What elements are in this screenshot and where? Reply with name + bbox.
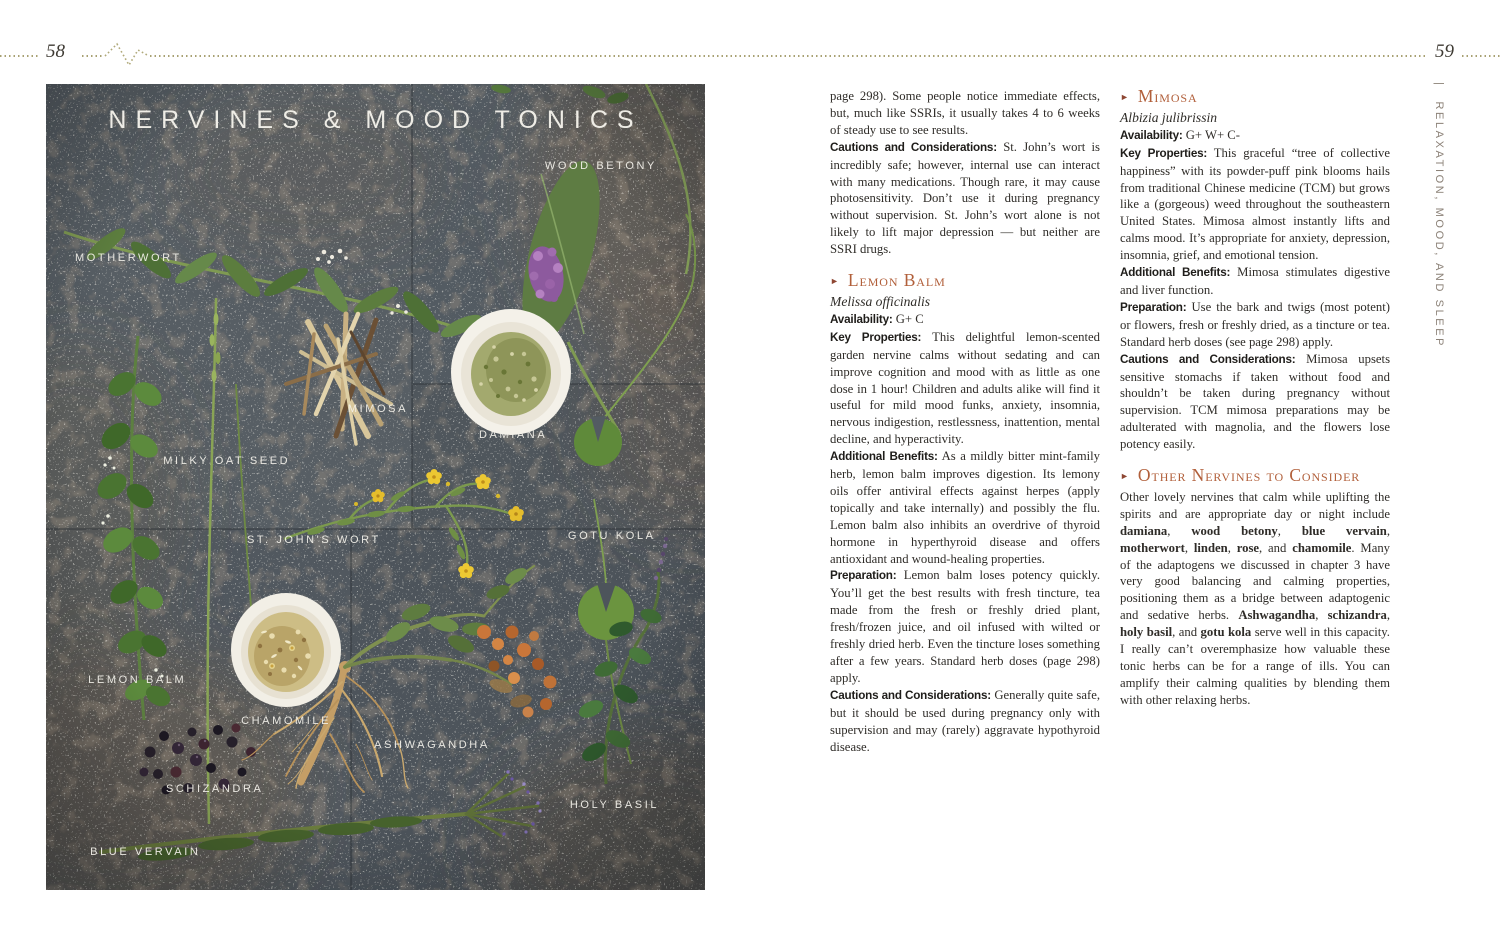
photo-label-gotu-kola: GOTU KOLA	[567, 529, 656, 542]
photo-label-st-john-s-wort: ST. JOHN'S WORT	[246, 533, 381, 546]
left-page-number: 58	[46, 41, 65, 62]
photo-label-chamomile: CHAMOMILE	[241, 715, 332, 728]
photo-vignette	[46, 84, 705, 890]
sidebar-chapter-title: RELAXATION, MOOD, AND SLEEP	[1433, 101, 1445, 349]
species-name: Albizia julibrissin	[1120, 109, 1218, 125]
body-paragraph: Cautions and Considerations: Generally quite safe, but it should be used during pregnancy only with supervision and may (rarely) aggravate hypothyroid disease.	[830, 687, 1100, 754]
photo-label-milky-oat-seed: MILKY OAT SEED	[163, 454, 291, 467]
section-heading	[1120, 88, 1390, 107]
herb-photo-illustration	[46, 84, 705, 890]
photo-label-ashwagandha: ASHWAGANDHA	[374, 739, 490, 752]
sidebar-divider: |	[1433, 82, 1445, 88]
photo-label-motherwort: MOTHERWORT	[74, 251, 182, 264]
body-paragraph: Cautions and Considerations: Mimosa upsets sensitive stomachs if taken without food and shouldn’t be taken during pregnancy without supervision. TCM mimosa preparations may be adulterated with magnolia, and the flowers lose potency easily.	[1120, 351, 1391, 452]
dotted-rule-left-edge	[0, 55, 38, 57]
photo-label-lemon-balm: LEMON BALM	[88, 673, 187, 686]
chapter-sidebar	[1433, 82, 1445, 348]
body-paragraph: page 298). Some people notice immediate effects, but, much like SSRIs, it usually takes 4 to 6 weeks of steady use to see results.	[830, 89, 1100, 137]
photo-label-wood-betony: WOOD BETONY	[544, 159, 657, 172]
column-1	[830, 88, 1100, 755]
body-paragraph: Key Properties: This delightful lemon-scented garden nervine calms without sedating and can improve cognition and mood with as little as one dose in 1 hour! Children and adults alike will find it useful for mild mood funks, anxiety, insomnia, nervous indigestion, restlessness, inattention, mental decline, and hyperactivity.	[830, 329, 1101, 447]
photo-label-mimosa: MIMOSA	[347, 403, 409, 416]
photo-title: NERVINES & MOOD TONICS	[108, 106, 643, 134]
species-name: Melissa officinalis	[830, 293, 931, 309]
photo-label-holy-basil: HOLY BASIL	[569, 798, 660, 811]
right-page-number: 59	[1435, 41, 1454, 62]
section-heading-text: Mimosa	[1137, 86, 1198, 106]
body-paragraph: Additional Benefits: Mimosa stimulates digestive and liver function.	[1120, 265, 1390, 297]
section-heading-text: Other Nervines to Consider	[1137, 465, 1361, 486]
body-paragraph: Cautions and Considerations: St. John’s wort is incredibly safe; however, internal use can interact with many medications. Though rare, it may cause photosensitivity. Don’t use it during pregnancy without supervision. St. John’s wort alone is not likely to lift major depression — but neither are SSRI drugs.	[830, 139, 1100, 257]
pulse-zigzag-motif	[104, 42, 150, 69]
dotted-rule-right-edge	[1462, 55, 1500, 57]
body-paragraph: Preparation: Use the bark and twigs (most potent) or flowers, fresh or freshly dried, as a tincture or tea. Standard herb doses (see page 298) apply.	[1120, 299, 1390, 349]
dotted-rule-main	[150, 55, 1425, 57]
heading-arrow-icon: ►	[1120, 92, 1129, 102]
photo-label-blue-vervain: BLUE VERVAIN	[90, 845, 201, 858]
dotted-rule-after-left-number	[82, 55, 104, 57]
body-paragraph: Availability: G+ C	[830, 311, 924, 326]
body-paragraph: Other lovely nervines that calm while uplifting the spirits and are appropriate day or night include damiana, wood betony, blue vervain, motherwort, linden, rose, and chamomile. Many of the adaptogens we discussed in chapter 3 have very good balancing and calming properties, positioning them as a bridge between adaptogenic and sedative herbs. Ashwagandha, schizandra, holy basil, and gotu kola serve well in this capacity. I really can’t overemphasize how valuable these tonic herbs can be for a range of ills. You can amplify their calming qualities by blending them with other relaxing herbs.	[1120, 489, 1391, 707]
column-2	[1120, 88, 1390, 709]
section-heading	[1120, 467, 1390, 486]
body-paragraph: Key Properties: This graceful “tree of collective happiness” with its powder-puff pink blooms hails from traditional Chinese medicine (TCM) but grows like a (gorgeous) weed throughout the southeastern United States. Mimosa almost instantly lifts and calms mood. It’s appropriate for anxiety, depression, insomnia, grief, and emotional tension.	[1120, 145, 1390, 263]
body-paragraph: Preparation: Lemon balm loses potency quickly. You’ll get the best results with fresh tincture, tea made from the fresh or freshly dried plant, fresh/frozen juice, and oil infused with wilted or freshly dried herb. Even the tincture loses something after a few years. Standard herb doses (page 298) apply.	[830, 568, 1100, 685]
photo-label-damiana: DAMIANA	[478, 428, 548, 441]
body-paragraph: Availability: G+ W+ C-	[1120, 127, 1240, 142]
photo-label-schizandra: SCHIZANDRA	[165, 782, 264, 795]
heading-arrow-icon: ►	[830, 276, 839, 287]
section-heading-text: Lemon Balm	[847, 270, 946, 291]
heading-arrow-icon: ►	[1120, 471, 1129, 482]
body-paragraph: Additional Benefits: As a mildly bitter mint-family herb, lemon balm improves digestion. Its lemony oils offer antiviral effects against herpes (apply topically and take internally) and possibly the flu. Lemon balm also inhibits an overdrive of thyroid hormone in hyperthyroid disease and offers antioxidant and wound-healing properties.	[830, 449, 1100, 566]
section-heading	[830, 272, 1100, 291]
herb-photo	[46, 84, 705, 890]
